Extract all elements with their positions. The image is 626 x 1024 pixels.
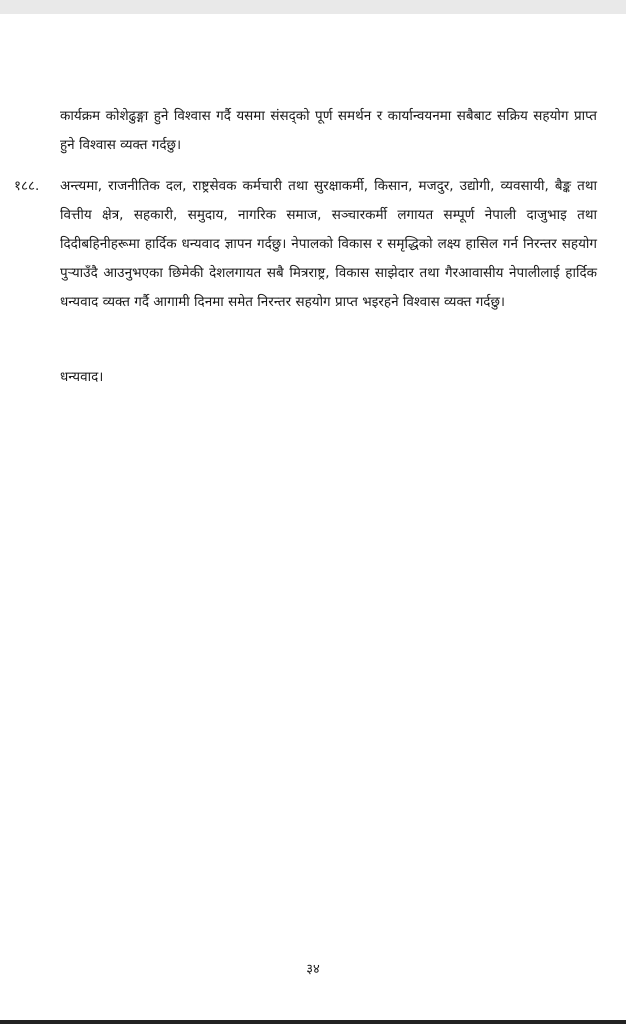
page-number: ३४ [306,962,320,977]
numbered-paragraph [14,172,597,317]
viewer-bottom-bar [0,1020,626,1024]
paragraph-text: अन्त्यमा, राजनीतिक दल, राष्ट्रसेवक कर्मचारी तथा सुरक्षाकर्मी, किसान, मजदुर, उद्योगी, व्यवसायी, बैङ्क तथा वित्तीय क्षेत्र, सहकारी, समुदाय, नागरिक समाज, सञ्चारकर्मी लगायत सम्पूर्ण नेपाली दाजुभाइ तथा दिदीबहिनीहरूमा हार्दिक धन्यवाद ज्ञापन गर्दछु। नेपालको विकास र समृद्धिको लक्ष्य हासिल गर्न निरन्तर सहयोग पुऱ्याउँदै आउनुभएका छिमेकी देशलगायत सबै मित्रराष्ट्र, विकास साझेदार तथा गैरआवासीय नेपालीलाई हार्दिक धन्यवाद व्यक्त गर्दै आगामी दिनमा समेत निरन्तर सहयोग प्राप्त भइरहने विश्वास व्यक्त गर्दछु। [60,178,597,310]
closing-thanks: धन्यवाद। [60,369,104,385]
continuation-paragraph: कार्यक्रम कोशेढुङ्गा हुने विश्वास गर्दै यसमा संसद्‌को पूर्ण समर्थन र कार्यान्वयनमा सबैबाट सक्रिय सहयोग प्राप्त हुने विश्वास व्यक्त गर्दछु। [60,108,597,153]
document-page [0,14,626,1020]
paragraph-number: १८८. [14,178,40,194]
viewer-top-bar [0,0,626,14]
